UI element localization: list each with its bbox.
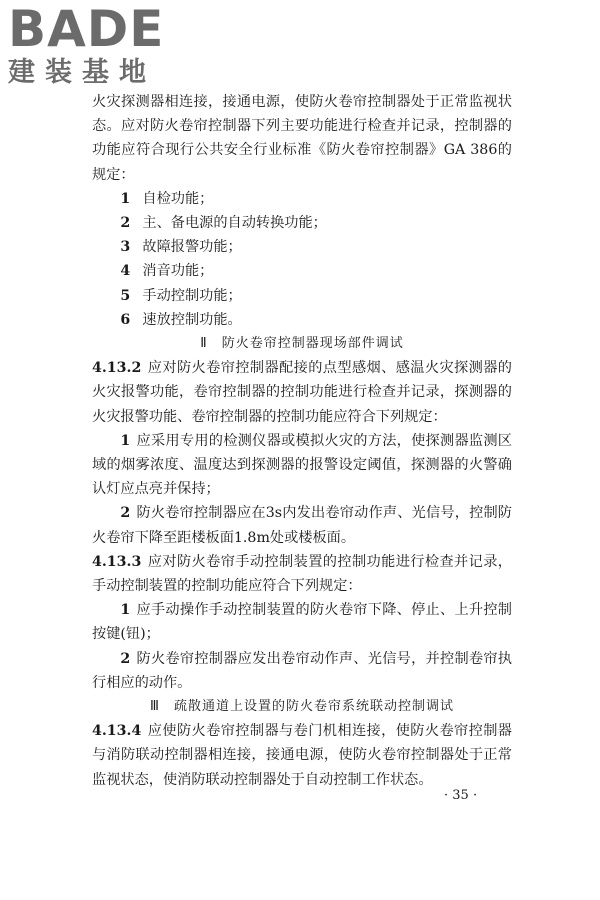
clause-item: 2 防火卷帘控制器应在3s内发出卷帘动作声、光信号，控制防火卷帘下降至距楼板面1.8m处或楼板面。 — [92, 505, 512, 546]
list-item: 6 速放控制功能。 — [120, 311, 242, 328]
paragraph-continuation: 火灾探测器相连接，接通电源，使防火卷帘控制器处于正常监视状态。应对防火卷帘控制器下列主要功能进行检查并记录，控制器的功能应符合现行公共安全行业标准《防火卷帘控制器》GA 386的规定： — [92, 94, 512, 183]
list-item: 1 自检功能； — [120, 190, 214, 207]
clause-4-13-2: 4.13.2 应对防火卷帘控制器配接的点型感烟、感温火灾探测器的火灾报警功能，卷帘控制器的控制功能进行检查并记录，探测器的火灾报警功能、卷帘控制器的控制功能应符合下列规定： — [92, 360, 512, 425]
document-body — [92, 90, 512, 792]
clause-item: 1 应采用专用的检测仪器或模拟火灾的方法，使探测器监测区域的烟雾浓度、温度达到探测器的报警设定阈值，探测器的火警确认灯应点亮并保持； — [92, 432, 512, 498]
clause-4-13-4: 4.13.4 应使防火卷帘控制器与卷门机相连接，使防火卷帘控制器与消防联动控制器相连接，接通电源，使防火卷帘控制器处于正常监视状态，使消防联动控制器处于自动控制工作状态。 — [92, 723, 512, 788]
list-item: 3 故障报警功能； — [120, 239, 242, 256]
list-item: 4 消音功能； — [120, 263, 214, 280]
bade-logo — [8, 0, 183, 96]
function-list — [92, 187, 512, 332]
subsection-heading: Ⅱ 防火卷帘控制器现场部件调试 — [200, 336, 404, 352]
clause-4-13-3: 4.13.3 应对防火卷帘手动控制装置的控制功能进行检查并记录，手动控制装置的控制功能应符合下列规定： — [92, 553, 512, 595]
clause-item: 2 防火卷帘控制器应发出卷帘动作声、光信号，并控制卷帘执行相应的动作。 — [92, 650, 512, 691]
page-number: · 35 · — [444, 788, 478, 803]
list-item: 2 主、备电源的自动转换功能； — [120, 215, 327, 232]
logo-subtitle-text: 建装基地 — [8, 57, 156, 88]
logo-brand-text: BADE — [8, 0, 165, 58]
subsection-heading: Ⅲ 疏散通道上设置的防火卷帘系统联动控制调试 — [150, 699, 454, 715]
clause-item: 1 应手动操作手动控制装置的防火卷帘下降、停止、上升控制按键(钮)； — [92, 602, 512, 643]
list-item: 5 手动控制功能； — [120, 287, 242, 304]
